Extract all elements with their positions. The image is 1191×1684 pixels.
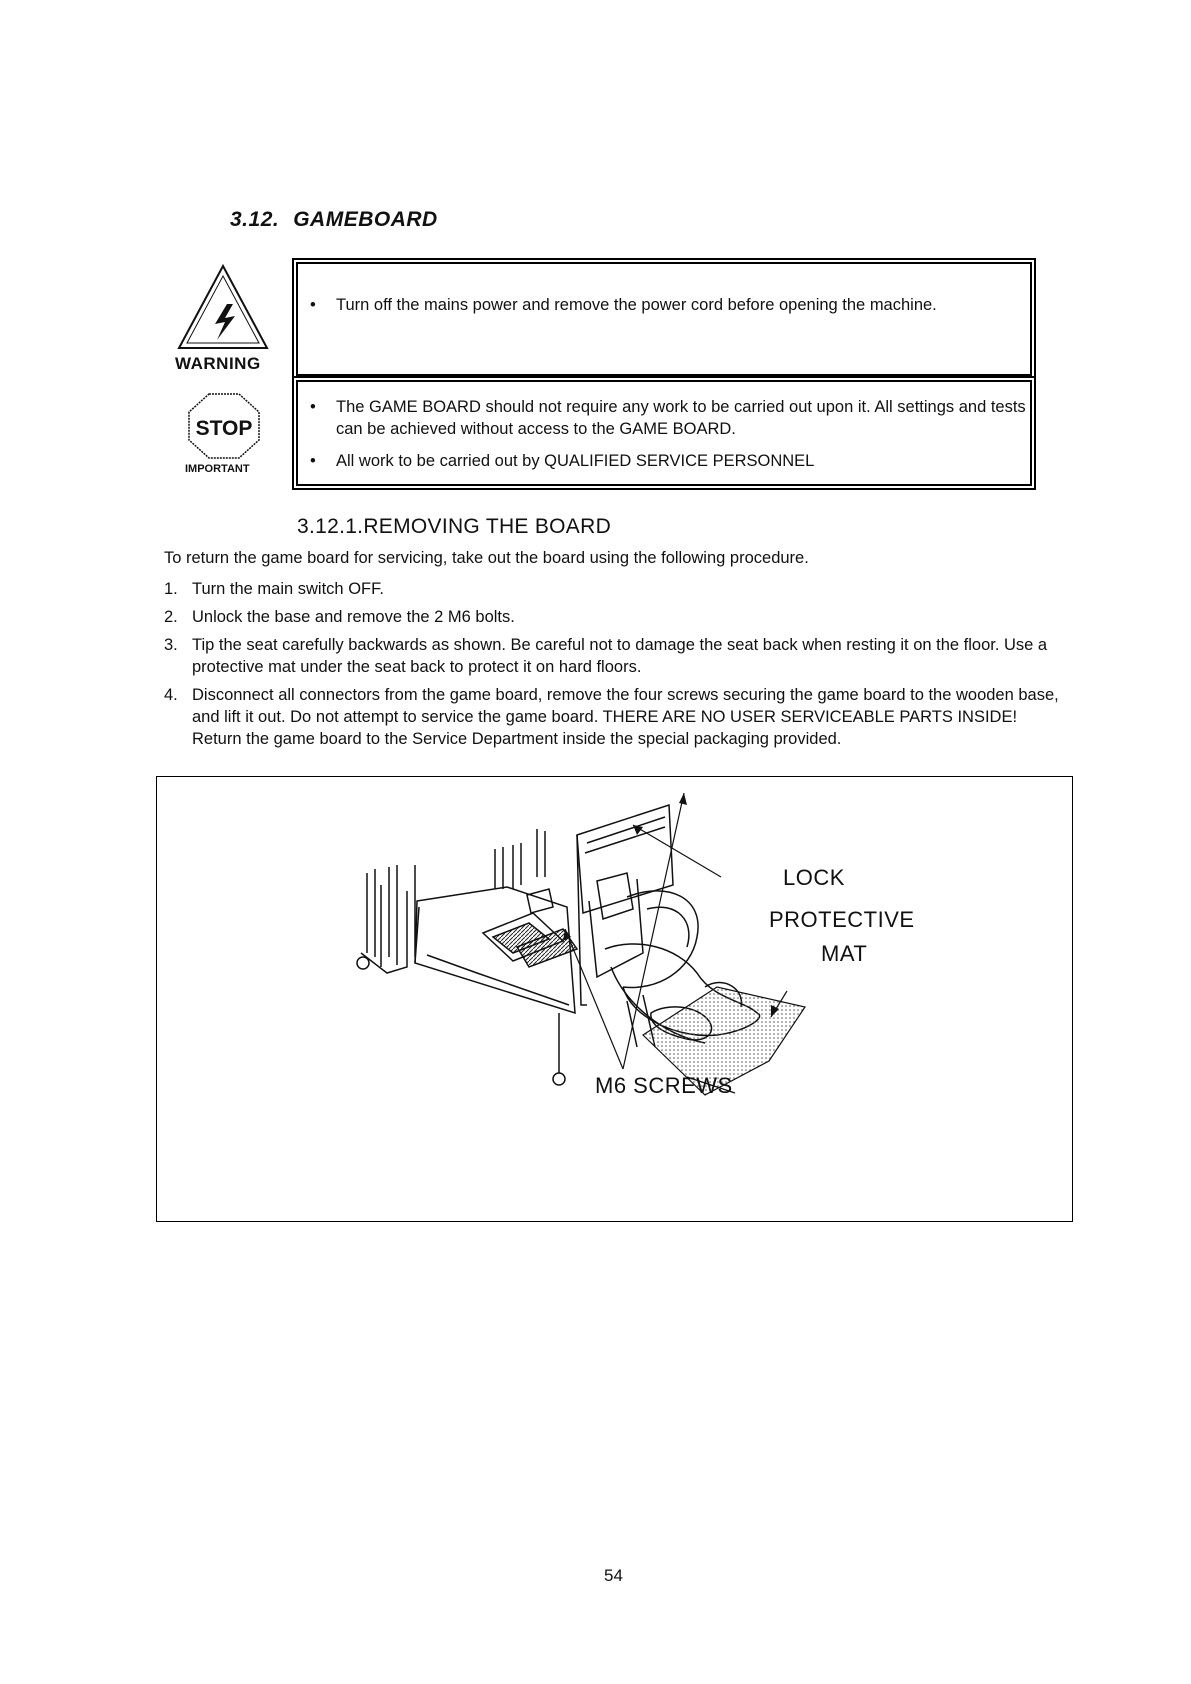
important-box [296, 380, 1032, 486]
electric-hazard-icon [175, 262, 275, 352]
step-number: 3. [164, 636, 178, 654]
procedure-steps [164, 578, 1064, 756]
important-item: • All work to be carried out by QUALIFIED SERVICE PERSONNEL [298, 450, 1030, 472]
step-text: Unlock the base and remove the 2 M6 bolts. [192, 608, 515, 626]
step-item [164, 578, 1064, 600]
warning-item: • Turn off the mains power and remove the power cord before opening the machine. [298, 294, 1030, 316]
gameboard-illustration [156, 776, 1073, 1222]
important-item: • The GAME BOARD should not require any work to be carried out upon it. All settings and tests can be achieved without access to the GAME BOARD. [298, 396, 1030, 440]
section-title: GAMEBOARD [293, 208, 438, 231]
stop-sign-text: STOP [195, 417, 253, 440]
step-number: 4. [164, 686, 178, 704]
protective-mat-label-line1: PROTECTIVE [769, 907, 915, 932]
stop-sign-icon [175, 390, 275, 462]
protective-mat-label-line2: MAT [821, 941, 868, 966]
step-number: 1. [164, 580, 178, 598]
section-heading [230, 208, 438, 232]
intro-text: To return the game board for servicing, take out the board using the following procedure. [164, 549, 809, 567]
m6-screws-label: M6 SCREWS [595, 1073, 733, 1098]
step-text: Tip the seat carefully backwards as shown. Be careful not to damage the seat back when resting it on the floor. Use a protective mat under the seat back to protect it on hard floors. [192, 636, 1048, 676]
section-number: 3.12. [230, 208, 280, 231]
step-text: Disconnect all connectors from the game board, remove the four screws securing the game board to the wooden base, and lift it out. Do not attempt to service the game board. THERE ARE NO USER SERVICEABLE PARTS INSIDE! Return the game board to the Service Department inside the special packaging provided. [192, 686, 1059, 748]
step-item [164, 634, 1064, 678]
step-item [164, 684, 1064, 750]
step-text: Turn the main switch OFF. [192, 580, 384, 598]
warning-label: WARNING [175, 354, 261, 373]
page-number: 54 [604, 1566, 623, 1585]
important-label: IMPORTANT [185, 463, 250, 475]
seat-tipped-drawing [157, 777, 1074, 1223]
step-item [164, 606, 1064, 628]
important-block [175, 390, 275, 480]
lock-label: LOCK [783, 865, 845, 890]
warning-box [296, 262, 1032, 376]
warning-block [175, 262, 275, 372]
subsection-title: 3.12.1.REMOVING THE BOARD [297, 515, 612, 538]
step-number: 2. [164, 608, 178, 626]
